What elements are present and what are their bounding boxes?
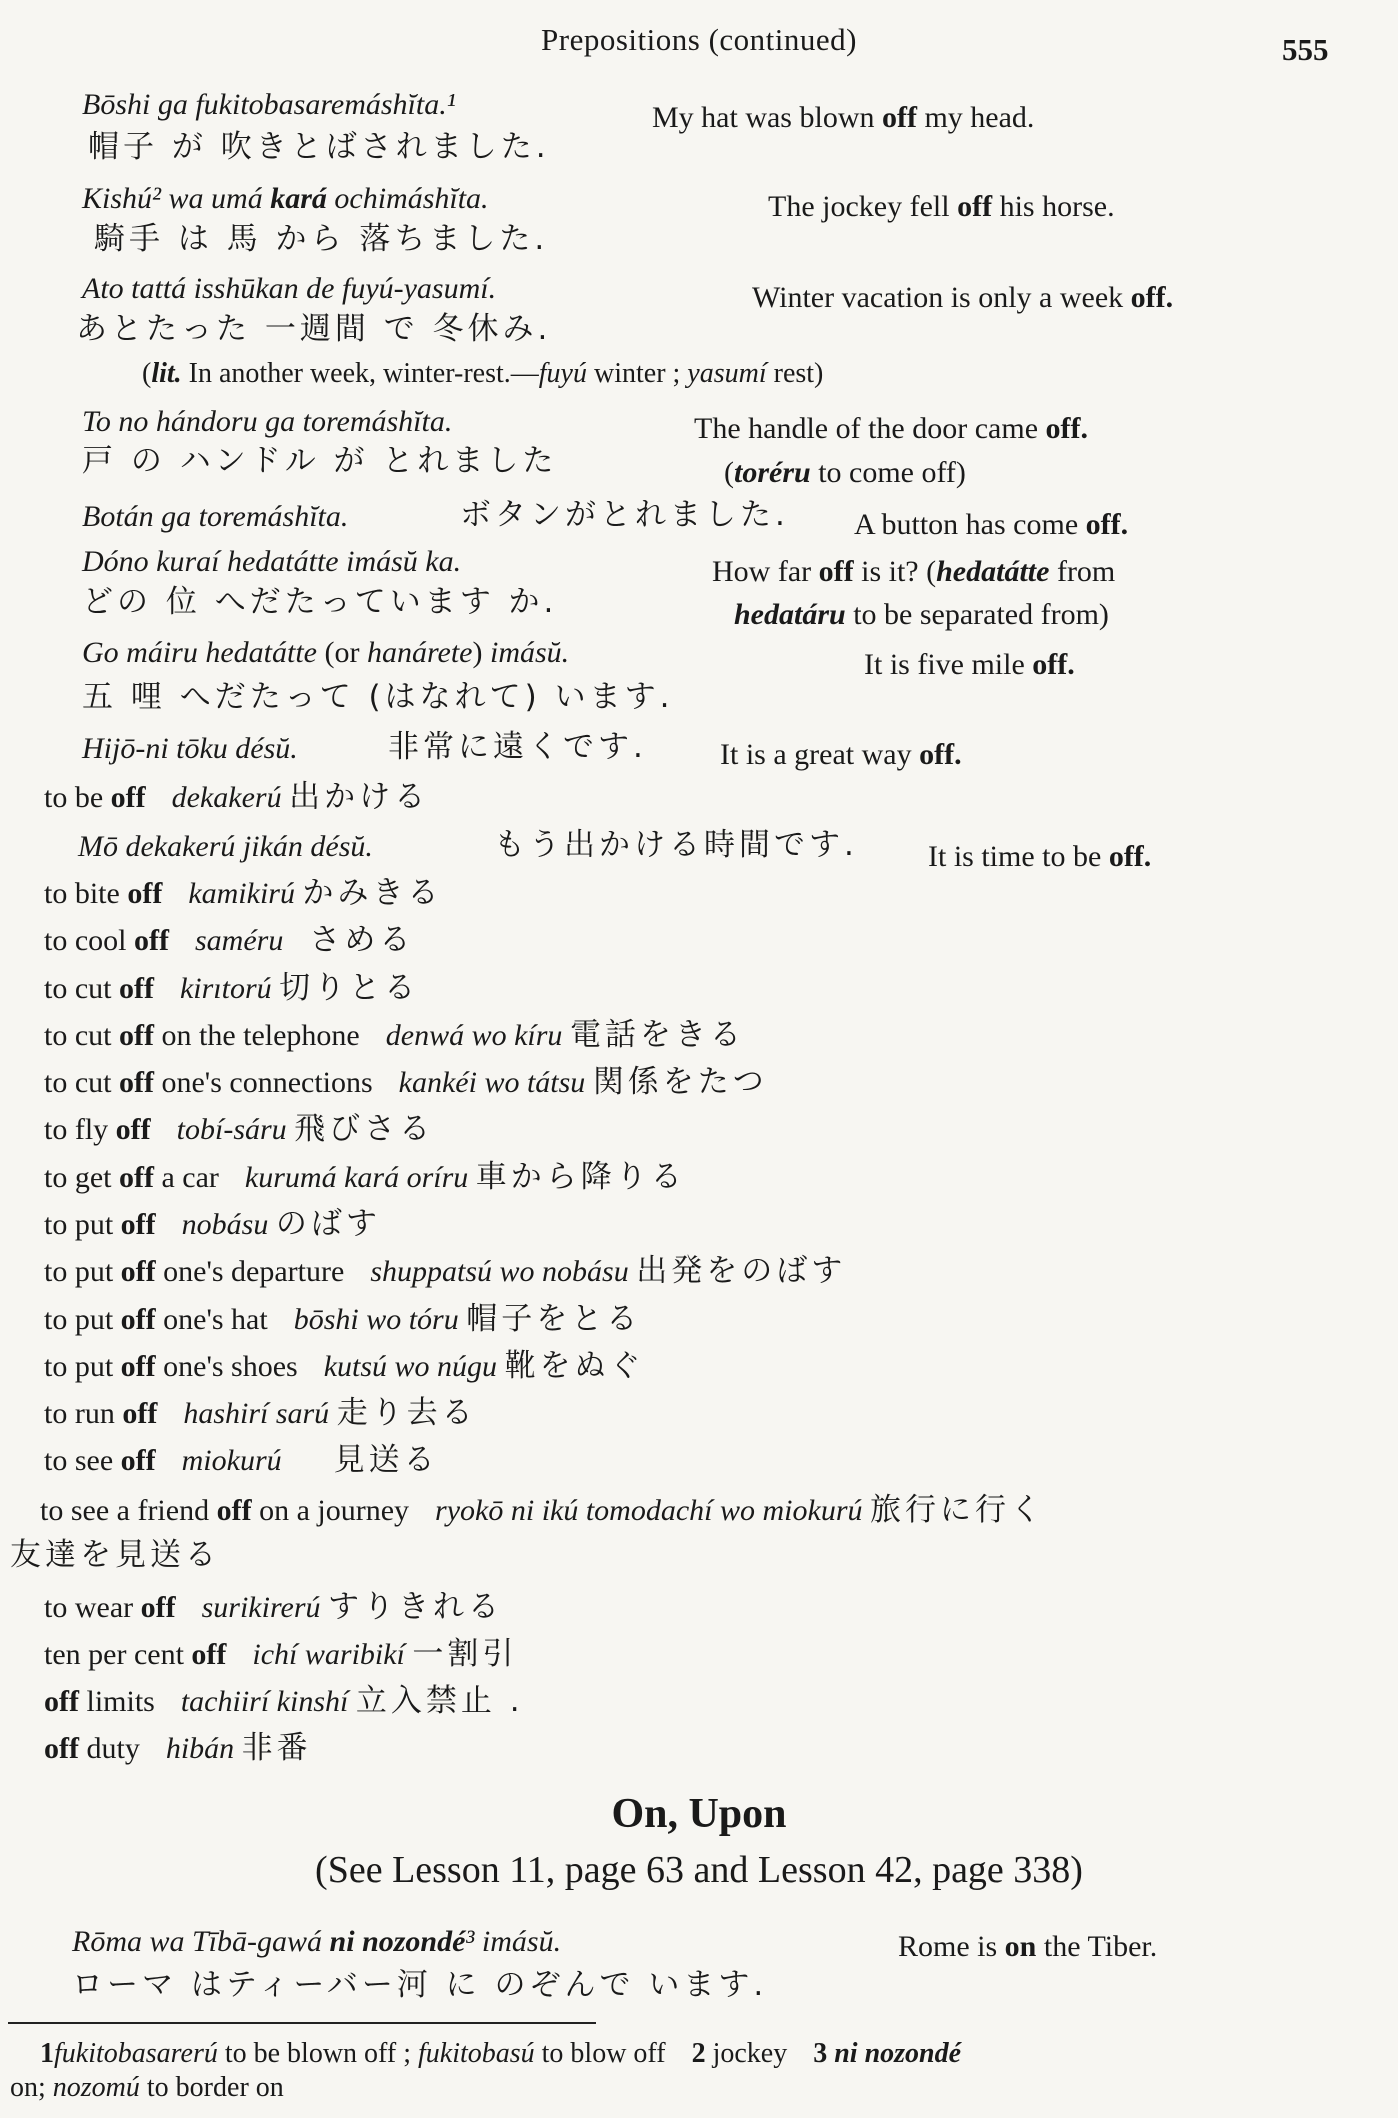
footnote-line-2: on; nozomú to border on <box>10 2072 284 2103</box>
phrase-row: off duty hibán 非番 <box>44 1730 312 1766</box>
phrase-row: to cut off kirıtorú 切りとる <box>44 970 420 1006</box>
phrase-be-off: to be off dekakerú 出かける <box>44 779 430 815</box>
example-1-romaji: Bōshi ga fukitobasaremáshĭta.¹ <box>82 88 456 121</box>
example-5-japanese: ボタンがとれました. <box>460 497 789 533</box>
example-8-romaji: Hijō-ni tōku désŭ. <box>82 732 298 765</box>
phrase-row: to cut off one's connections kankéi wo tátsu 関係をたつ <box>44 1064 768 1100</box>
example-4-english: The handle of the door came off. <box>694 412 1089 445</box>
example-time-romaji: Mō dekakerú jikán désŭ. <box>78 830 373 863</box>
example-8-japanese: 非常に遠くです. <box>388 729 647 765</box>
example-rome-japanese: ローマ はティーバー河 に のぞんで います. <box>72 1967 768 2003</box>
phrase-row: to cut off on the telephone denwá wo kíru 電話をきる <box>44 1017 745 1053</box>
example-5-romaji: Botán ga toremáshĭta. <box>82 500 349 533</box>
phrase-row: to put off one's departure shuppatsú wo nobásu 出発をのばす <box>44 1253 847 1289</box>
example-4-romaji: To no hándoru ga toremáshĭta. <box>82 405 453 438</box>
example-6-romaji: Dóno kuraí hedatátte imásŭ ka. <box>82 545 462 578</box>
example-rome-romaji: Rōma wa Tībā-gawá ni nozondé³ imásŭ. <box>72 1925 562 1958</box>
example-8-english: It is a great way off. <box>720 738 962 771</box>
section-subheading: (See Lesson 11, page 63 and Lesson 42, page 338) <box>315 1849 1083 1891</box>
phrase-row: to see off miokurú 見送る <box>44 1442 439 1478</box>
phrase-row: to bite off kamikirú かみきる <box>44 875 443 911</box>
example-time-japanese: もう出かける時間です. <box>494 827 858 863</box>
phrase-row: to put off nobásu のばす <box>44 1206 381 1242</box>
example-7-english: It is five mile off. <box>864 648 1075 681</box>
example-2-romaji: Kishú² wa umá kará ochimáshĭta. <box>82 182 489 215</box>
footnote-divider <box>8 2022 596 2024</box>
phrase-row: ten per cent off ichí waribikí 一割引 <box>44 1636 518 1672</box>
phrase-row: to put off one's hat bōshi wo tóru 帽子をとる <box>44 1301 642 1337</box>
example-3-romaji: Ato tattá isshūkan de fuyú-yasumí. <box>82 272 497 305</box>
example-3-english: Winter vacation is only a week off. <box>752 281 1174 314</box>
example-7-japanese: 五 哩 へだたって (はなれて) います. <box>82 679 674 715</box>
phrase-row: to cool off saméru さめる <box>44 922 415 958</box>
example-time-english: It is time to be off. <box>928 840 1152 873</box>
example-6-english: How far off is it? (hedatátte from <box>712 555 1116 588</box>
phrase-row: to put off one's shoes kutsú wo núgu 靴をぬぐ <box>44 1348 645 1384</box>
example-3-japanese: あとたった 一週間 で 冬休み. <box>76 311 552 347</box>
example-7-romaji: Go máiru hedatátte (or hanárete) imásŭ. <box>82 636 570 669</box>
literal-note: (lit. In another week, winter-rest.—fuyú winter ; yasumí rest) <box>142 358 824 389</box>
example-6-gloss: hedatáru to be separated from) <box>734 598 1109 631</box>
phrase-row: to wear off surikirerú すりきれる <box>44 1589 503 1625</box>
phrase-row: to run off hashirí sarú 走り去る <box>44 1395 477 1431</box>
phrase-row: to get off a car kurumá kará oríru 車から降りる <box>44 1159 686 1195</box>
example-2-japanese: 騎手 は 馬 から 落ちました. <box>94 221 549 257</box>
page-number: 555 <box>1282 32 1329 67</box>
phrase-friend: to see a friend off on a journey ryokō ni ikú tomodachí wo miokurú 旅行に行く <box>40 1492 1045 1528</box>
example-6-japanese: どの 位 へだたっています か. <box>82 584 558 620</box>
example-1-japanese: 帽子 が 吹きとばされました. <box>88 129 550 165</box>
example-5-english: A button has come off. <box>854 508 1129 541</box>
example-2-english: The jockey fell off his horse. <box>768 190 1115 223</box>
example-rome-english: Rome is on the Tiber. <box>898 1930 1158 1963</box>
running-header: Prepositions (continued) <box>541 22 857 57</box>
example-4-japanese: 戸 の ハンドル が とれました <box>82 443 558 479</box>
phrase-friend-continuation: 友達を見送る <box>10 1537 220 1573</box>
phrase-row: off limits tachiirí kinshí 立入禁止 . <box>44 1683 524 1719</box>
example-4-gloss: (toréru to come off) <box>724 456 966 489</box>
example-1-english: My hat was blown off my head. <box>652 101 1035 134</box>
section-heading: On, Upon <box>611 1791 787 1837</box>
footnote-line-1: 1fukitobasarerú to be blown off ; fukitobasú to blow off 2 jockey 3 ni nozondé <box>40 2038 962 2069</box>
phrase-row: to fly off tobí-sáru 飛びさる <box>44 1111 435 1147</box>
